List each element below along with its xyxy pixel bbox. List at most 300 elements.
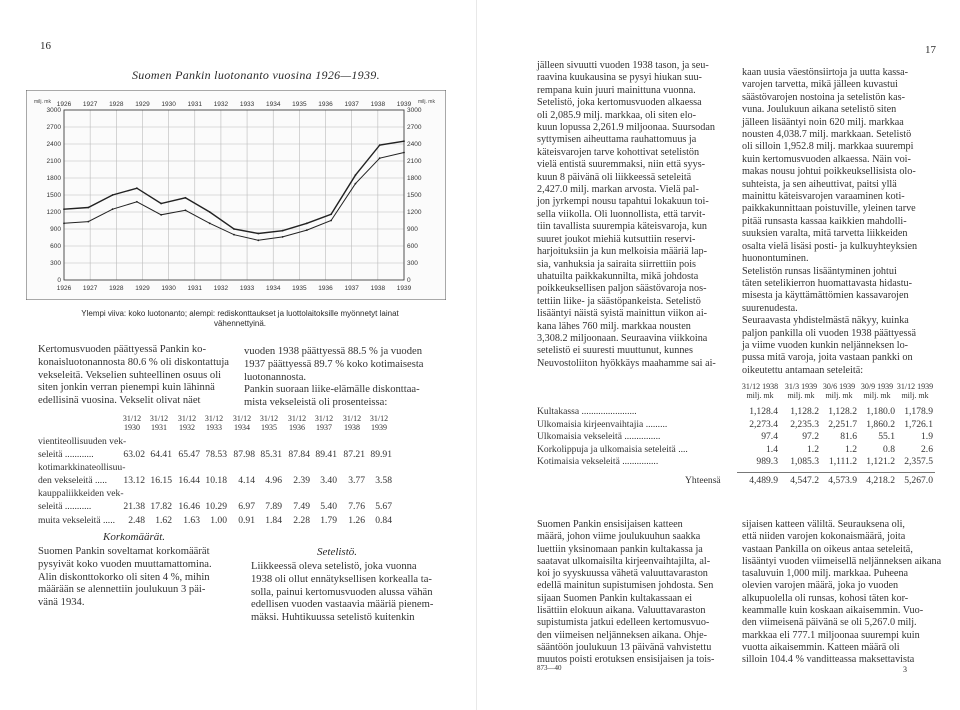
y-tick-label: 2700	[407, 124, 422, 131]
column-date: 31/12	[342, 414, 362, 423]
table-cell: 3.77	[348, 474, 365, 486]
table-cell: 1,085.3	[790, 456, 819, 468]
y-tick-label: 900	[50, 226, 61, 233]
text-line: kuun 8 päivänä oli liikkeessä seteleitä	[537, 171, 692, 183]
series-point	[330, 213, 332, 215]
text-line: vuna. Joulukuun aikana setelistö siten	[742, 104, 897, 116]
text-line: 3,308.2 miljoonaan. Seuraavina viikkoina	[537, 332, 708, 344]
y-tick-label: 3000	[46, 107, 61, 114]
table-column-header	[740, 382, 780, 400]
text-line: huonontuminen.	[742, 253, 809, 265]
table-cell: 97.2	[802, 431, 819, 443]
sum-rule	[737, 472, 935, 473]
x-tick-label: 1931	[187, 285, 203, 292]
x-tick-label: 1939	[396, 285, 412, 292]
column-date: 31/12	[204, 414, 224, 423]
text-line: jälleen sivuutti vuoden 1938 tason, ja seu-	[537, 60, 709, 71]
text-line: paikkakunnittaan poistuville, yleinen tarve	[742, 203, 916, 215]
table-cell: 1.79	[320, 514, 337, 526]
column-year: 1931	[151, 423, 167, 432]
table-column-header	[781, 382, 821, 400]
text-line: den viimeisen neljänneksen aikana. Ohje-	[537, 629, 708, 641]
series-point	[160, 203, 162, 205]
text-line: kana lähes 760 milj. markkaa nousten	[537, 320, 691, 332]
right-column-2-top	[742, 67, 917, 377]
text-line: edellä mainitun supistumisen johdosta. Sen	[537, 580, 714, 592]
column-year: 1938	[344, 423, 360, 432]
y-tick-label: 1200	[407, 209, 422, 216]
x-tick-label: 1932	[213, 285, 229, 292]
column-date: 31/12	[177, 414, 197, 423]
table-row-label: muita vekseleitä .....	[38, 514, 115, 526]
table-column-header	[366, 414, 392, 432]
table-column-header	[201, 414, 227, 432]
x-tick-label: 1936	[318, 101, 333, 108]
y-tick-label: 300	[50, 260, 61, 267]
column-year: 1936	[289, 423, 305, 432]
text-line: Alin diskonttokorko oli siten 4 %, mihin	[38, 571, 210, 583]
column-date: 31/12	[122, 414, 142, 423]
table-cell: 21.38	[123, 501, 145, 512]
text-line: olevien varojen määrä, joka jo vuoden	[742, 580, 899, 592]
text-line: 1938 oli ollut ennätyksellisen korkealla ta-	[251, 573, 432, 585]
text-line: suurenudesta.	[742, 302, 798, 314]
table-cell: 1,111.2	[828, 456, 857, 468]
total-cell: 4,547.2	[790, 475, 819, 486]
table-column-header	[256, 414, 282, 432]
text-line: suuret joukot miehiä kutsuttiin reservi-	[537, 233, 696, 245]
table-cell: 989.3	[756, 456, 778, 468]
table-cell: 7.49	[293, 501, 310, 512]
text-line: raavina kuukausina se pysyi hiukan suu-	[537, 72, 702, 84]
column-date: 31/12	[287, 414, 307, 423]
table-column-header	[311, 414, 337, 432]
text-line: muutos poisti erotuksen ensisijaisen ja tois-	[537, 654, 715, 666]
x-tick-label: 1927	[82, 285, 98, 292]
text-line: pysyivät koko vuoden muuttamattomina.	[38, 558, 212, 570]
series-point	[257, 233, 259, 235]
y-tick-label: 1500	[407, 192, 422, 199]
x-tick-label: 1937	[344, 101, 359, 108]
text-line: Suomen Pankin ensisijaisen katteen	[537, 519, 683, 530]
x-tick-label: 1928	[109, 285, 124, 292]
column-year: 1937	[316, 423, 332, 432]
table-cell: 2.6	[921, 443, 933, 455]
text-line: oikeutettu antamaan seteleitä:	[742, 364, 864, 376]
table-column-header	[895, 382, 935, 400]
text-line: vänä 1934.	[38, 597, 85, 609]
note-cover-table	[537, 382, 937, 502]
table-cell: 89.91	[370, 448, 392, 460]
text-line: vuoden 1938 päättyessä 88.5 % ja vuoden	[244, 346, 422, 357]
text-line: kuin kertomusvuoden alkaessa. Näin voi-	[742, 153, 911, 165]
text-line: suhteista, ja sen aiheuttivat, paitsi yllä	[742, 178, 897, 190]
korkomaarat-heading: Korkomäärät.	[103, 531, 166, 543]
table-column-header	[284, 414, 310, 432]
table-cell: 17.82	[150, 501, 172, 512]
x-tick-label: 1938	[370, 285, 386, 292]
text-line: kuun lopussa 2,261.9 miljoonaa. Suursodan	[537, 122, 715, 134]
x-tick-label: 1935	[292, 285, 307, 292]
total-cell: 5,267.0	[904, 475, 933, 486]
column-date: 31/12	[259, 414, 279, 423]
series-point	[282, 230, 284, 232]
table-cell: 1,178.9	[904, 406, 933, 417]
table-cell: 1.2	[845, 443, 857, 455]
table-cell: 1.84	[265, 514, 282, 526]
table-cell: 87.98	[233, 448, 255, 460]
right-column-1-bottom	[537, 519, 714, 667]
x-tick-label: 1926	[56, 285, 72, 292]
table-cell: 16.46	[178, 501, 200, 512]
series-point	[233, 228, 235, 230]
text-line: paljon pankilla oli vuoden 1938 päättyessä	[742, 327, 916, 339]
table-cell: 7.76	[348, 501, 365, 512]
intro-right-column	[244, 346, 423, 410]
y-tick-label: 1800	[407, 175, 422, 182]
text-line: vekseleitä. Vekselien suhteellinen osuus oli	[38, 369, 222, 381]
text-line: koi jo syyskuussa vähetä valuuttavaraston	[537, 568, 708, 580]
text-line: oli 2,085.9 milj. markkaa, oli siten elo-	[537, 109, 697, 121]
text-line: silloin 104.4 % vanditteassa maksettavista	[742, 654, 915, 666]
series-point	[330, 220, 332, 222]
table-cell: 1,860.2	[866, 418, 895, 430]
table-cell: 78.53	[205, 448, 227, 460]
text-line: vielä entistä suuremmaksi, niin että syys-	[537, 159, 706, 171]
table-column-header	[174, 414, 200, 432]
total-label: Yhteensä	[685, 475, 721, 486]
x-tick-label: 1934	[265, 285, 281, 292]
table-cell: 1.2	[807, 443, 819, 455]
text-line: pussa mitä varoja, joita vastaan pankki on	[742, 352, 913, 364]
table-row-label: Ulkomaisia vekseleitä ...............	[537, 431, 661, 443]
text-line: mainittu käteisvarojen varaaminen koti-	[742, 191, 905, 203]
column-date: 31/12	[149, 414, 169, 423]
table-column-header	[819, 382, 859, 400]
y-tick-label: 600	[407, 243, 418, 250]
text-line: jälleen lisääntyi noin 620 milj. markkaa	[742, 116, 904, 128]
text-line: sella viikolla. Oli luonnollista, että tarvit-	[537, 208, 706, 220]
x-tick-label: 1929	[135, 285, 150, 292]
text-line: syttymisen aiheuttama rauhattomuus ja	[537, 134, 697, 146]
text-line: säästövarojen nostoina ja setelistön kas-	[742, 91, 905, 103]
series-point	[209, 211, 211, 213]
x-tick-label: 1937	[344, 285, 359, 292]
text-line: suuksien varalta, mitä tarvetta liikkeiden	[742, 228, 908, 240]
table-cell: 1.9	[921, 431, 933, 443]
series-point	[160, 214, 162, 216]
text-line: 2,427.0 milj. markan arvosta. Vielä pal-	[537, 184, 699, 196]
series-point	[112, 208, 114, 210]
table-cell: 81.6	[840, 431, 857, 443]
table-column-header	[857, 382, 897, 400]
total-cell: 4,218.2	[866, 475, 895, 486]
text-line: Setelistö, joka kertomusvuoden alkaessa	[537, 97, 702, 109]
x-tick-label: 1933	[239, 285, 255, 292]
x-tick-label: 1931	[187, 101, 203, 108]
text-line: luotonannosta.	[244, 371, 307, 383]
y-tick-label: 0	[57, 277, 61, 284]
table-cell: 16.44	[178, 474, 200, 486]
text-line: pitää runsasta kassaa kaikkien mahdolli-	[742, 215, 907, 227]
series-point	[379, 157, 381, 159]
total-cell: 4,573.9	[828, 475, 857, 486]
series-point	[403, 152, 405, 154]
series-point	[306, 222, 308, 224]
table-column-header	[119, 414, 145, 432]
chart-caption-line-1: Ylempi viiva: koko luotonanto; alempi: rediskonttaukset ja luottolaitoksille myönnetyt lainat	[81, 309, 399, 318]
table-cell: 1.63	[183, 514, 200, 526]
y-tick-label: 900	[407, 226, 418, 233]
table-cell: 2.28	[293, 514, 310, 526]
chart-title: Suomen Pankin luotonanto vuosina 1926—1939.	[132, 68, 380, 82]
left-page-number: 16	[40, 40, 51, 52]
text-line: luettiin yksinomaan pankin kultakassa ja	[537, 543, 703, 555]
column-unit: milj. mk	[825, 391, 853, 400]
table-cell: 2,357.5	[904, 456, 933, 468]
table-cell: 1,128.2	[790, 406, 819, 417]
text-line: nousten 4,038.7 milj. markkaan. Setelistö	[742, 129, 912, 141]
series-point	[403, 140, 405, 142]
text-line: Suomen Pankin soveltamat korkomäärät	[38, 546, 210, 557]
column-year: 1934	[234, 423, 250, 432]
x-tick-label: 1928	[109, 101, 124, 108]
text-line: rempana kuin juuri mainittuna vuonna.	[537, 84, 696, 96]
table-cell: 65.47	[178, 448, 200, 460]
series-point	[112, 194, 114, 196]
text-line: lisättiin elokuun aikana. Valuuttavaraston	[537, 605, 706, 617]
table-row-label: Ulkomaisia kirjeenvaihtajia .........	[537, 418, 668, 430]
table-row-label: Kultakassa .......................	[537, 406, 637, 417]
table-cell: 87.21	[343, 448, 365, 460]
x-tick-label: 1927	[82, 101, 98, 108]
text-line: saatavat ulkomaisilta kirjeenvaihtajilta, al-	[537, 555, 711, 567]
korkomaarat-text	[38, 546, 212, 610]
text-line: Neuvostoliiton hyökkäys maahamme sai ai-	[537, 357, 716, 369]
text-line: harjoituksiin ja kun melkoisia määriä lap-	[537, 246, 708, 258]
text-line: Setelistön runsas lisääntyminen johtui	[742, 265, 897, 277]
series-point	[63, 208, 65, 210]
table-cell: 16.15	[150, 474, 172, 486]
text-line: uhatuilta paikkakunnilta, mikä johdosta	[537, 270, 699, 282]
setelisto-heading: Setelistö.	[317, 546, 358, 558]
text-line: edellisinä vuosina. Vekselit olivat näet	[38, 395, 201, 407]
text-line: 1937 päättyessä 89.7 % koko kotimaisesta	[244, 358, 424, 370]
series-point	[87, 207, 89, 209]
x-tick-label: 1939	[396, 101, 412, 108]
table-cell: 5.67	[375, 501, 392, 512]
text-line: Liikkeessä oleva setelistö, joka vuonna	[251, 561, 417, 572]
column-date: 31/12	[369, 414, 389, 423]
table-row-label: seleitä ............	[38, 448, 94, 460]
table-cell: 64.41	[150, 448, 172, 460]
text-line: mäksi. Huhtikuussa setelistö kuitenkin	[251, 612, 415, 624]
setelisto-text	[251, 561, 433, 625]
column-date: 30/9 1939	[860, 382, 894, 391]
text-line: den viimeisenä päivänä se oli 5,267.0 milj.	[742, 617, 917, 629]
text-line: markkaa eli 777.1 miljoonaa suurempi kuin	[742, 629, 920, 641]
table-cell: 0.8	[883, 443, 895, 455]
text-line: poikkeuksellisen paljon säästövaroja nos-	[537, 283, 707, 295]
series-point	[63, 222, 65, 224]
column-year: 1935	[261, 423, 277, 432]
column-year: 1930	[124, 423, 140, 432]
series-point	[185, 209, 187, 211]
y-tick-label: 2400	[46, 141, 61, 148]
y-tick-label: 2400	[407, 141, 422, 148]
table-cell: 10.29	[205, 501, 227, 512]
x-tick-label: 1930	[161, 285, 176, 292]
y-tick-label: 300	[407, 260, 418, 267]
table-column-header	[229, 414, 255, 432]
bill-share-table	[38, 412, 458, 527]
y-unit-left: milj. mk	[34, 99, 51, 105]
table-cell: 3.40	[320, 474, 337, 486]
series-point	[282, 236, 284, 238]
table-cell: 85.31	[260, 448, 282, 460]
text-line: vuotta aikaisemmin. Katteen määrä oli	[742, 641, 900, 653]
table-row-label: vientiteollisuuden vek-	[38, 436, 127, 447]
table-row-label: kauppaliikkeiden vek-	[38, 488, 124, 500]
table-cell: 0.91	[238, 514, 255, 526]
text-line: sia, vanhuksia ja sairaita siirrettiin pois	[537, 258, 697, 270]
table-cell: 63.02	[123, 448, 145, 460]
series-point	[355, 183, 357, 185]
text-line: solla, painui kertomusvuoden alussa vähän	[251, 586, 433, 598]
text-line: lisääntyi näistä syistä mainittun viikon ai-	[537, 308, 708, 320]
text-line: sääntöön joulukuun 13 päivänä vahvistettu	[537, 641, 712, 653]
text-line: määrään se alennettiin joulukuun 3 päi-	[38, 584, 206, 596]
text-line: misesta ja käyttämättömien kassavarojen	[742, 290, 909, 302]
table-row-label: den vekseleitä .....	[38, 474, 107, 486]
y-tick-label: 2700	[46, 124, 61, 131]
table-cell: 1.00	[210, 514, 227, 526]
x-tick-label: 1932	[213, 101, 229, 108]
y-tick-label: 0	[407, 277, 411, 284]
table-cell: 2,235.3	[790, 418, 819, 430]
table-cell: 2.39	[293, 474, 310, 486]
text-line: setelistö ei suuresti muuttunut, kunnes	[537, 345, 693, 357]
column-year: 1933	[206, 423, 222, 432]
table-cell: 6.97	[238, 501, 255, 512]
text-line: että niiden varojen kokonaismäärä, joita	[742, 531, 906, 543]
table-cell: 0.84	[375, 514, 392, 526]
table-cell: 89.41	[315, 448, 337, 460]
text-line: keammalle kuin koskaan aikaisemmin. Vuo-	[742, 605, 924, 617]
table-cell: 3.58	[375, 474, 392, 486]
intro-left-column	[38, 344, 229, 408]
right-column-1-top	[537, 60, 716, 370]
x-tick-label: 1935	[292, 101, 307, 108]
x-tick-label: 1929	[135, 101, 150, 108]
text-line: lisääntyi vuoden viimeisellä neljänneksen aikana	[742, 555, 942, 567]
table-cell: 10.18	[205, 474, 227, 486]
table-cell: 13.12	[123, 474, 145, 486]
x-tick-label: 1938	[370, 101, 386, 108]
text-line: määrä, johon viime joulukuuhun saakka	[537, 531, 701, 543]
series-point	[233, 234, 235, 236]
text-line: sijaisen katteen väliltä. Seurauksena oli,	[742, 519, 905, 530]
credit-chart	[26, 90, 446, 300]
table-cell: 1,128.4	[749, 406, 778, 417]
text-line: vastaan Pankilla on oikeus antaa seteleitä,	[742, 543, 913, 555]
x-tick-label: 1930	[161, 101, 176, 108]
x-tick-label: 1936	[318, 285, 333, 292]
column-date: 31/12	[314, 414, 334, 423]
column-year: 1939	[371, 423, 387, 432]
y-tick-label: 2100	[46, 158, 61, 165]
table-cell: 1,726.1	[904, 418, 933, 430]
page-gutter	[476, 0, 477, 710]
y-unit-right: milj. mk	[418, 99, 435, 105]
table-cell: 2,273.4	[749, 418, 778, 430]
table-cell: 1,121.2	[866, 456, 895, 468]
series-point	[136, 187, 138, 189]
series-point	[209, 222, 211, 224]
table-cell: 97.4	[761, 431, 778, 443]
column-date: 30/6 1939	[822, 382, 856, 391]
right-page-number: 17	[925, 44, 936, 56]
total-cell: 4,489.9	[749, 475, 778, 486]
series-point	[257, 239, 259, 241]
text-line: täten setelikierron huomattavasta hidastu-	[742, 277, 913, 289]
y-tick-label: 3000	[407, 107, 422, 114]
text-line: oli silloin 1,952.8 milj. markkaa suurempi	[742, 141, 914, 153]
table-cell: 4.96	[265, 474, 282, 486]
series-point	[306, 229, 308, 231]
x-tick-label: 1934	[265, 101, 281, 108]
column-date: 31/12 1939	[896, 382, 934, 391]
text-line: Seuraavasta yhdistelmästä näkyy, kuinka	[742, 315, 909, 327]
text-line: sijaan Suomen Pankin kultakassaan ei	[537, 592, 693, 604]
text-line: Pankin suoraan liike-elämälle diskonttaa-	[244, 384, 420, 396]
text-line: tiin tavallista suurempia käteisvaroja, kun	[537, 221, 708, 233]
table-cell: 7.89	[265, 501, 282, 512]
series-point	[185, 197, 187, 199]
table-cell: 2.48	[128, 514, 145, 526]
table-cell: 1.62	[155, 514, 172, 526]
text-line: käteisvarojen tarve kohottivat setelistön	[537, 146, 700, 158]
table-cell: 1.4	[766, 443, 778, 455]
table-row-label: seleitä ...........	[38, 501, 92, 512]
column-unit: milj. mk	[746, 391, 774, 400]
text-line: mista vekseleistä oli prosenteissa:	[244, 397, 388, 409]
y-tick-label: 1800	[46, 175, 61, 182]
text-line: konaisluotonannosta 80.6 % oli diskontattuja	[38, 356, 229, 368]
printer-mark: 873—40	[537, 664, 562, 672]
table-cell: 5.40	[320, 501, 337, 512]
column-date: 31/12 1938	[741, 382, 779, 391]
table-row-label: Korkolippuja ja ulkomaisia seteleitä ....	[537, 443, 688, 455]
table-cell: 1.26	[348, 514, 365, 526]
table-column-header	[339, 414, 365, 432]
table-row-label: kotimarkkinateollisuu-	[38, 462, 126, 474]
text-line: tettiin liike- ja säästöpankeista. Setelistö	[537, 295, 701, 307]
series-point	[87, 221, 89, 223]
text-line: edellisen vuoden vastaavia määriä pienem-	[251, 599, 434, 611]
chart-caption-line-2: vähennettyinä.	[213, 319, 267, 328]
column-unit: milj. mk	[787, 391, 815, 400]
table-cell: 55.1	[878, 431, 895, 443]
series-point	[355, 174, 357, 176]
text-line: siten jonkin verran pienempi kuin lähinnä	[38, 382, 215, 394]
column-year: 1932	[179, 423, 195, 432]
signature-mark: 3	[903, 665, 907, 674]
table-cell: 2,251.7	[828, 418, 857, 430]
table-cell: 4.14	[238, 474, 255, 486]
column-unit: milj. mk	[863, 391, 891, 400]
text-line: jon jyrkempi nousu tapahtui lokakuun toi-	[537, 196, 709, 208]
